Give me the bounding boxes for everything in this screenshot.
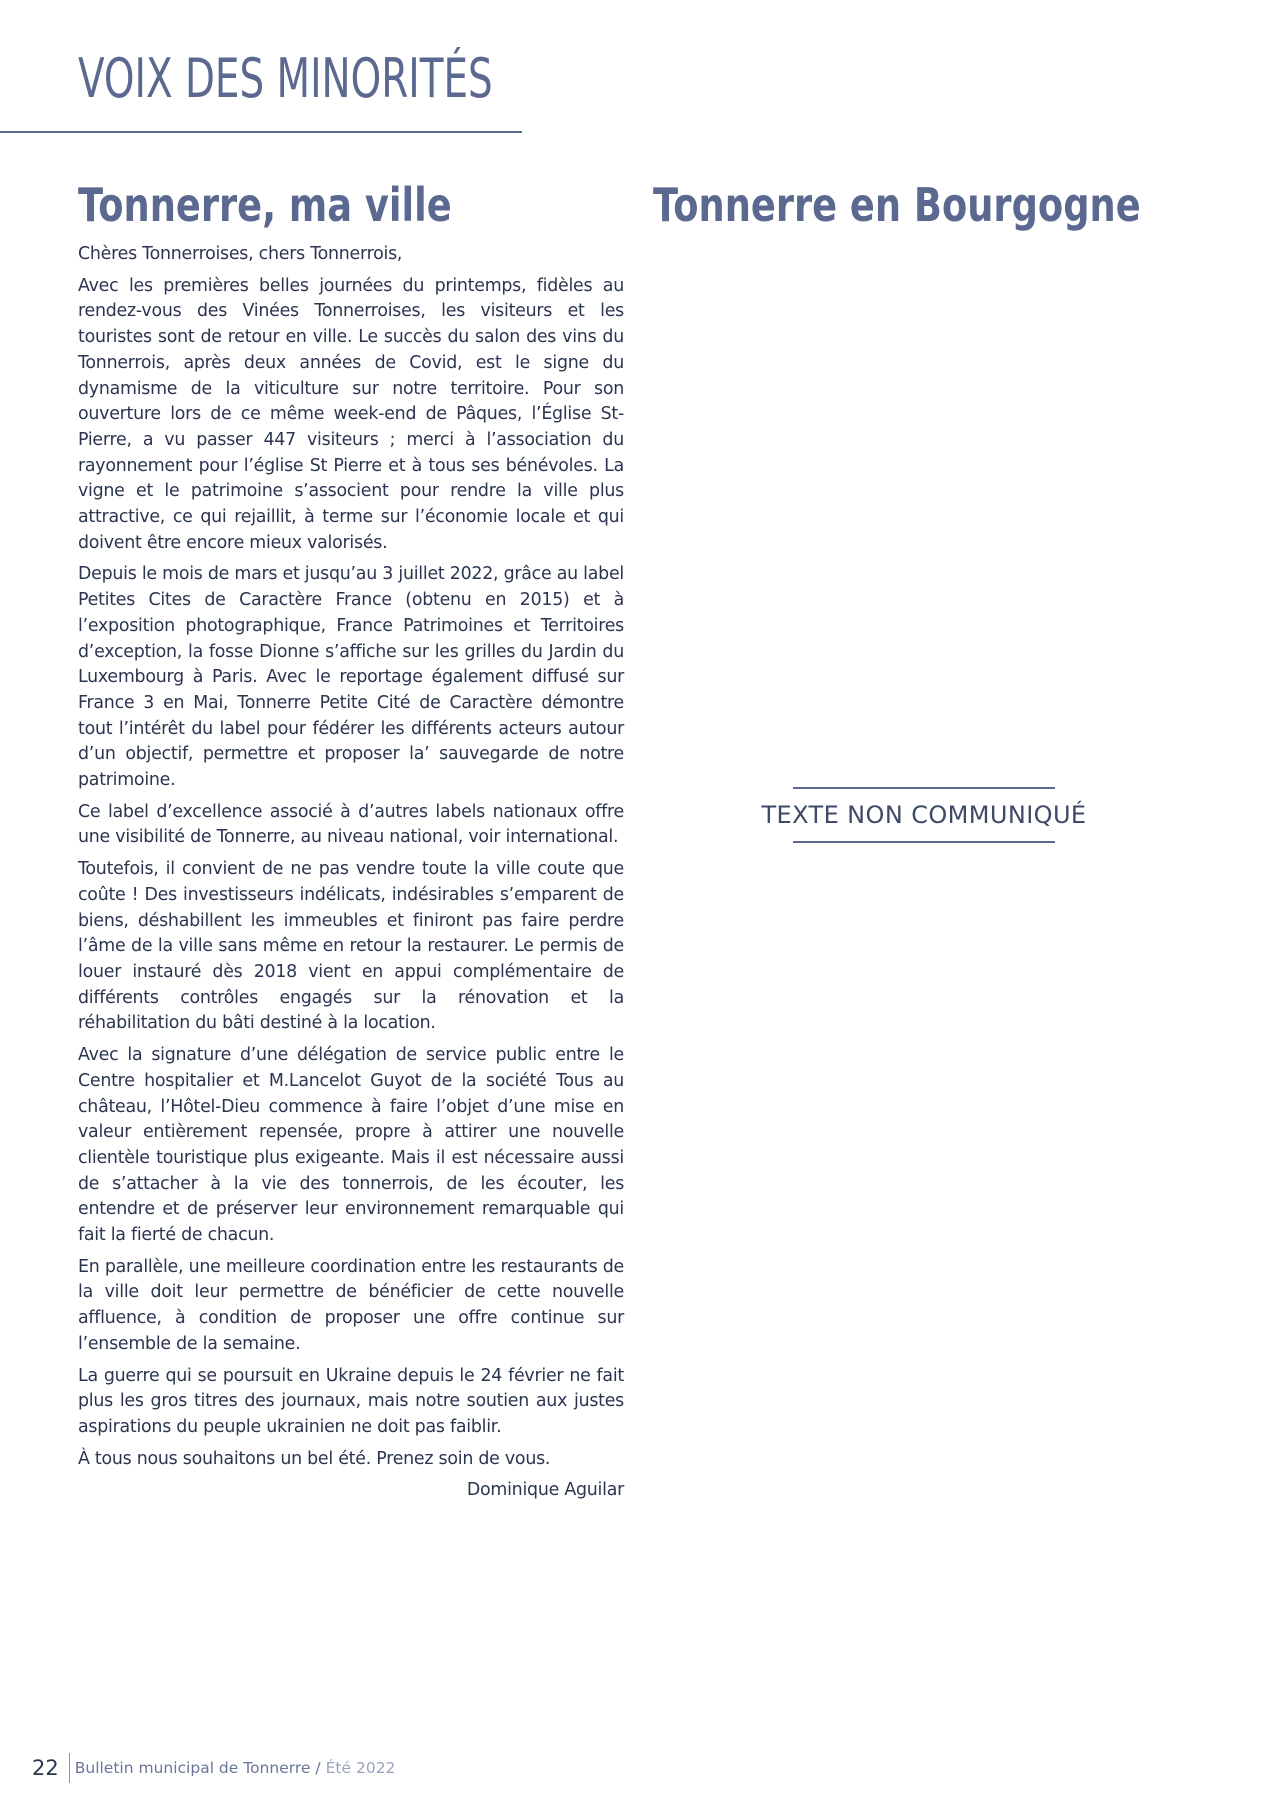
page-footer [32, 1752, 395, 1784]
article-paragraph: En parallèle, une meilleure coordination entre les restaurants de la ville doit leur permettre de bénéficier de cette nouvelle affluence, à condition de proposer une offre continue sur l’ensemble de la semaine. [78, 1256, 624, 1354]
article-paragraph: Ce label d’excellence associé à d’autres labels nationaux offre une visibilité de Tonnerre, au niveau national, voir international. [78, 801, 624, 848]
page-number: 22 [32, 1756, 59, 1780]
article-paragraph: Avec la signature d’une délégation de service public entre le Centre hospitalier et M.Lancelot Guyot de la société Tous au château, l’Hôtel-Dieu commence à faire l’objet d’une mise en valeur entièrement repensée, propre à attirer une nouvelle clientèle touristique plus exigeante. Mais il est nécessaire aussi de s’attacher à la vie des tonnerrois, de les écouter, les entendre et de préserver leur environnement remarquable qui fait la fierté de chacun. [78, 1045, 624, 1246]
notice-text: TEXTE NON COMMUNIQUÉ [761, 801, 1087, 829]
article-paragraph: Toutefois, il convient de ne pas vendre toute la ville coute que coûte ! Des investisseurs indélicats, indésirables s’emparent de biens, déshabillent les immeubles et finiront pas faire perdre l’âme de la ville sans même en retour la restaurer. Le permis de louer instauré dès 2018 vient en appui complémentaire de différents contrôles engagés sur la rénovation et la réhabilitation du bâti destiné à la location. [78, 859, 624, 1034]
article-closing: À tous nous souhaitons un bel été. Prenez soin de vous. [78, 1448, 551, 1469]
footer-separator: / [315, 1759, 321, 1777]
section-title-rule [0, 131, 522, 133]
left-article-body [78, 242, 624, 1510]
right-article-title: Tonnerre en Bourgogne [653, 178, 1141, 232]
article-paragraph: La guerre qui se poursuit en Ukraine depuis le 24 février ne fait plus les gros titres des journaux, mais notre soutien aux justes aspirations du peuple ukrainien ne doit pas faiblir. [78, 1365, 624, 1437]
text-not-provided-notice [748, 787, 1100, 843]
publication-season: Été 2022 [325, 1759, 396, 1777]
footer-divider [69, 1753, 70, 1783]
section-title: VOIX DES MINORITÉS [78, 47, 493, 110]
notice-bottom-rule [793, 841, 1055, 843]
article-paragraph: Depuis le mois de mars et jusqu’au 3 juillet 2022, grâce au label Petites Cites de Caractère France (obtenu en 2015) et à l’exposition photographique, France Patrimoines et Territoires d’exception, la fosse Dionne s’affiche sur les grilles du Jardin du Luxembourg à Paris. Avec le reportage également diffusé sur France 3 en Mai, Tonnerre Petite Cité de Caractère démontre tout l’intérêt du label pour fédérer les différents acteurs autour d’un objectif, permettre et proposer la’ sauvegarde de notre patrimoine. [78, 564, 624, 791]
article-salutation: Chères Tonnerroises, chers Tonnerrois, [78, 244, 403, 264]
publication-name: Bulletin municipal de Tonnerre [74, 1759, 311, 1777]
article-signature: Dominique Aguilar [466, 1480, 624, 1501]
left-article-title: Tonnerre, ma ville [78, 178, 452, 232]
article-paragraph: Avec les premières belles journées du printemps, fidèles au rendez-vous des Vinées Tonnerroises, les visiteurs et les touristes sont de retour en ville. Le succès du salon des vins du Tonnerrois, après deux années de Covid, est le signe du dynamisme de la viticulture sur notre territoire. Pour son ouverture lors de ce même week-end de Pâques, l’Église St-Pierre, a vu passer 447 visiteurs ; merci à l’association du rayonnement pour l’église St Pierre et à tous ses bénévoles. La vigne et le patrimoine s’associent pour rendre la ville plus attractive, ce qui rejaillit, à terme sur l’économie locale et qui doivent être encore mieux valorisés. [78, 275, 624, 553]
